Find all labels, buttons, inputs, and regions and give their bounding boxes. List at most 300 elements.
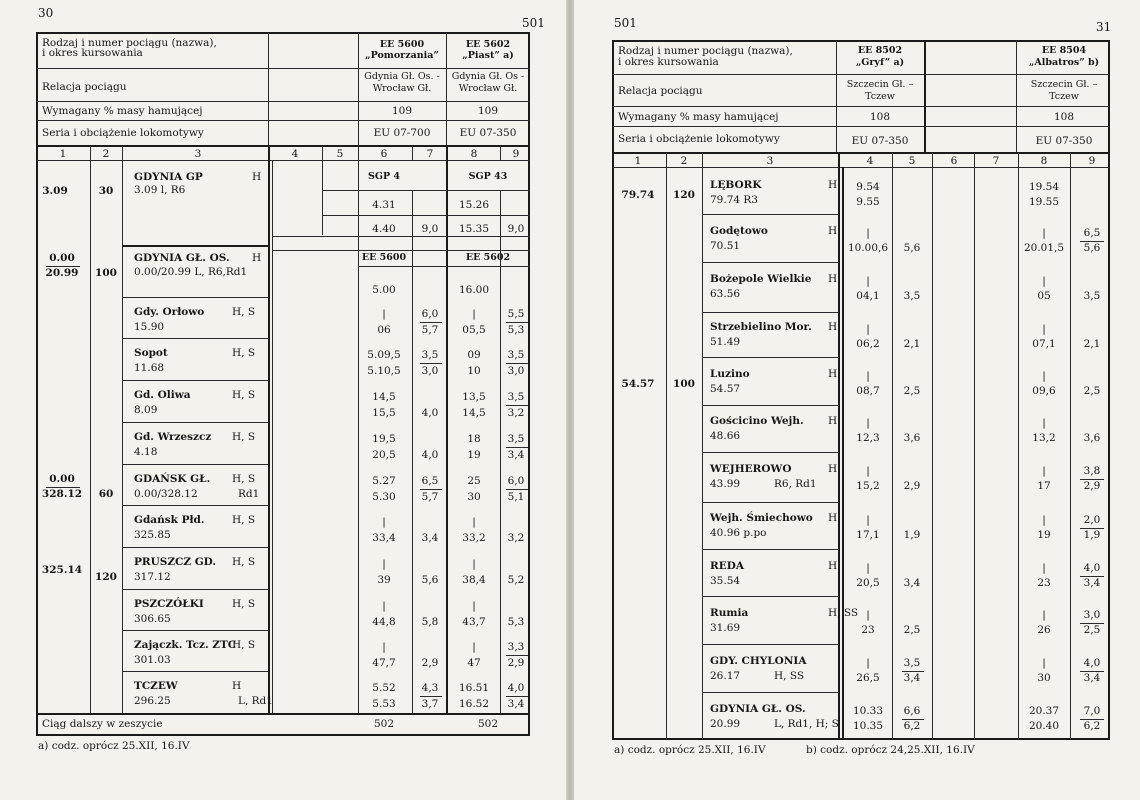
station-code: H, S xyxy=(232,347,256,359)
station-km: 15.90 xyxy=(134,321,165,333)
station-name: Bożepole Wielkie xyxy=(710,273,812,285)
run-time: 6,6 xyxy=(903,705,921,717)
run-time: 3,4 xyxy=(1083,577,1101,589)
run-time: 6,5 xyxy=(1083,227,1101,239)
column-number: 7 xyxy=(426,148,434,160)
station-km: 43.99 xyxy=(710,478,741,490)
column-number: 7 xyxy=(992,155,1000,167)
time: 18 xyxy=(467,433,481,445)
time: 15.26 xyxy=(458,199,490,211)
column-number: 5 xyxy=(336,148,344,160)
run-time: 5,6 xyxy=(421,574,439,586)
station-km: 8.09 xyxy=(134,404,158,416)
time: 47 xyxy=(467,657,481,669)
time: 4.40 xyxy=(372,223,396,235)
station-code: H xyxy=(828,512,838,524)
run-time: 5,7 xyxy=(421,491,439,503)
run-time: 3,5 xyxy=(421,349,439,361)
run-time: 4,0 xyxy=(507,682,525,694)
time: | xyxy=(472,516,476,528)
time: | xyxy=(472,558,476,570)
locomotive-series: EU 07-700 xyxy=(373,127,431,139)
run-time: 3,0 xyxy=(421,365,439,377)
station-km: 11.68 xyxy=(134,362,165,374)
run-time: 5,6 xyxy=(903,242,921,254)
time: 23 xyxy=(861,624,875,636)
time: 38,4 xyxy=(462,574,486,586)
run-time: 5,1 xyxy=(507,491,525,503)
time: 13,2 xyxy=(1032,432,1056,444)
station-km: 40.96 p.po xyxy=(710,527,767,539)
train-name: „Piast” a) xyxy=(462,50,514,61)
time: 14,5 xyxy=(462,407,486,419)
train-route: Wrocław Gł. xyxy=(458,83,518,94)
train-number: EE 5602 xyxy=(465,39,511,50)
time: | xyxy=(1042,275,1046,287)
run-time: 9,0 xyxy=(421,223,439,235)
distance-km: 0.00 xyxy=(49,252,75,264)
time: 16.52 xyxy=(458,698,490,710)
station-km: 63.56 xyxy=(710,288,741,300)
time: | xyxy=(1042,227,1046,239)
station-code: H, SS xyxy=(774,670,805,682)
time: 19.55 xyxy=(1028,196,1060,208)
run-time: 3,5 xyxy=(903,657,921,669)
run-time: 6,0 xyxy=(421,308,439,320)
station-km: 26.17 xyxy=(710,670,741,682)
station-code: H xyxy=(828,560,838,572)
station-code: H xyxy=(828,368,838,380)
train-period-label: i okres kursowania xyxy=(618,56,719,68)
run-time: 3,7 xyxy=(421,698,439,710)
time: | xyxy=(866,609,870,621)
train-number: EE 5600 xyxy=(379,39,425,50)
run-time: 3,4 xyxy=(903,577,921,589)
page-number: 31 xyxy=(1096,20,1112,34)
time: | xyxy=(1042,562,1046,574)
time: 14,5 xyxy=(372,391,396,403)
run-time: 1,9 xyxy=(903,529,921,541)
train-route: Szczecin Gł. – xyxy=(846,79,914,90)
time: 26 xyxy=(1037,624,1051,636)
time: 5.53 xyxy=(372,698,396,710)
train-period-label: i okres kursowania xyxy=(42,47,143,59)
time: | xyxy=(866,514,870,526)
time: 07,1 xyxy=(1032,338,1056,350)
time: 5.30 xyxy=(372,491,396,503)
run-time: 4,3 xyxy=(421,682,439,694)
time: 05,5 xyxy=(462,324,486,336)
time: | xyxy=(866,417,870,429)
run-time: 3,2 xyxy=(507,532,525,544)
time: 06 xyxy=(377,324,391,336)
station-km: 317.12 xyxy=(134,571,171,583)
train-route: Tczew xyxy=(865,91,895,102)
station-code: R6, Rd1 xyxy=(774,478,817,490)
speed-limit: 60 xyxy=(98,488,114,500)
page-number: 30 xyxy=(38,6,54,20)
time: 20.40 xyxy=(1028,720,1060,732)
station-name: GDAŃSK GŁ. xyxy=(134,473,211,485)
distance-km: 325.14 xyxy=(41,564,83,576)
station-name: Zajączk. Tcz. ZTC xyxy=(134,639,237,651)
station-code: H xyxy=(828,225,838,237)
station-km: 20.99 xyxy=(710,718,741,730)
brake-percent: 108 xyxy=(869,111,891,123)
time: 26,5 xyxy=(856,672,880,684)
speed-limit: 120 xyxy=(673,189,695,201)
run-time: 2,5 xyxy=(1083,385,1101,397)
train-number: EE 8504 xyxy=(1041,45,1087,56)
station-name: Rumia xyxy=(710,607,749,619)
time: 25 xyxy=(467,475,481,487)
time: 15,2 xyxy=(856,480,880,492)
speed-limit: 120 xyxy=(95,571,117,583)
time: 44,8 xyxy=(372,616,396,628)
train-number: EE 8502 xyxy=(857,45,903,56)
brake-percent: 108 xyxy=(1053,111,1075,123)
time: 5.27 xyxy=(372,475,396,487)
run-time: 3,4 xyxy=(421,532,439,544)
station-code: H xyxy=(232,680,242,692)
run-time: 7,0 xyxy=(1083,705,1101,717)
station-code: H, S xyxy=(232,389,256,401)
brake-percent: 109 xyxy=(477,105,499,117)
time: 15.35 xyxy=(458,223,490,235)
run-time: 4,0 xyxy=(1083,562,1101,574)
time: 17,1 xyxy=(856,529,880,541)
run-time: 3,5 xyxy=(507,391,525,403)
time: 10.33 xyxy=(852,705,884,717)
time: | xyxy=(1042,465,1046,477)
station-code: L, Rd1, H; S xyxy=(774,718,839,730)
station-name: Godętowo xyxy=(710,225,768,237)
station-km: 0.00/328.12 xyxy=(134,488,198,500)
time: 33,4 xyxy=(372,532,396,544)
stock-label: SGP 43 xyxy=(468,171,508,182)
run-time: 1,9 xyxy=(1083,529,1101,541)
time: 19 xyxy=(467,449,481,461)
run-time: 6,2 xyxy=(903,720,921,732)
distance-km: 328.12 xyxy=(41,488,83,500)
time: | xyxy=(1042,323,1046,335)
run-time: 2,1 xyxy=(1083,338,1101,350)
time: 05 xyxy=(1037,290,1051,302)
column-number: 1 xyxy=(59,148,67,160)
station-name: GDY. CHYLONIA xyxy=(710,655,807,667)
run-time: 4,0 xyxy=(1083,657,1101,669)
column-number: 9 xyxy=(512,148,520,160)
train-type-label: Rodzaj i numer pociągu (nazwa), xyxy=(42,37,217,49)
train-name: „Albatros” b) xyxy=(1028,57,1100,68)
column-number: 3 xyxy=(766,155,774,167)
train-route: Wrocław Gł. xyxy=(372,83,432,94)
distance-km: 0.00 xyxy=(49,473,75,485)
time: 39 xyxy=(377,574,391,586)
run-time: 5,3 xyxy=(507,616,525,628)
time: | xyxy=(1042,657,1046,669)
station-name: Gdańsk Płd. xyxy=(134,514,205,526)
train-label: EE 5602 xyxy=(465,252,511,263)
run-time: 5,2 xyxy=(507,574,525,586)
column-number: 2 xyxy=(680,155,688,167)
station-code: H xyxy=(252,171,262,183)
time: 5.09,5 xyxy=(367,349,401,361)
run-time: 4,0 xyxy=(421,449,439,461)
time: 12,3 xyxy=(856,432,880,444)
time: 20.37 xyxy=(1028,705,1060,717)
time: | xyxy=(866,657,870,669)
station-km: 54.57 xyxy=(710,383,741,395)
time: 30 xyxy=(467,491,481,503)
distance-km: 79.74 xyxy=(621,189,655,201)
station-code: H xyxy=(828,415,838,427)
train-type-label: Rodzaj i numer pociągu (nazwa), xyxy=(618,45,793,57)
run-time: 3,0 xyxy=(507,365,525,377)
station-code: H xyxy=(828,321,838,333)
distance-km: 20.99 xyxy=(45,267,79,279)
time: 09 xyxy=(467,349,481,361)
column-number: 9 xyxy=(1088,155,1096,167)
run-time: 6,5 xyxy=(421,475,439,487)
time: | xyxy=(866,275,870,287)
train-route: Tczew xyxy=(1049,91,1079,102)
run-time: 3,2 xyxy=(507,407,525,419)
station-km: 0.00/20.99 L, R6,Rd1 xyxy=(134,266,248,278)
time: 19,5 xyxy=(372,433,396,445)
time: | xyxy=(382,600,386,612)
left-page xyxy=(0,0,566,800)
time: | xyxy=(472,600,476,612)
station-km: 70.51 xyxy=(710,240,741,252)
station-km: 306.65 xyxy=(134,613,171,625)
station-km: 79.74 R3 xyxy=(710,194,758,206)
station-code: H, S xyxy=(232,639,256,651)
time: 16.51 xyxy=(458,682,490,694)
locomotive-series: EU 07-350 xyxy=(851,135,909,147)
station-code: H, S xyxy=(232,306,256,318)
time: 20,5 xyxy=(856,577,880,589)
column-number: 8 xyxy=(1040,155,1048,167)
time: 4.31 xyxy=(372,199,396,211)
column-number: 8 xyxy=(470,148,478,160)
run-time: 9,0 xyxy=(507,223,525,235)
run-time: 3,5 xyxy=(507,349,525,361)
time: | xyxy=(1042,370,1046,382)
run-time: 3,5 xyxy=(507,433,525,445)
station-km: 4.18 xyxy=(134,446,158,458)
station-name: LĘBORK xyxy=(710,179,762,191)
footnote: a) codz. oprócz 25.XII, 16.IV xyxy=(38,740,190,752)
time: 9.55 xyxy=(856,196,880,208)
stock-label: SGP 4 xyxy=(367,171,401,182)
station-km: 35.54 xyxy=(710,575,741,587)
station-name: Gd. Oliwa xyxy=(134,389,191,401)
station-km: 48.66 xyxy=(710,430,741,442)
run-time: 5,5 xyxy=(507,308,525,320)
station-km: 51.49 xyxy=(710,336,741,348)
distance-km: 54.57 xyxy=(621,378,655,390)
run-time: 3,0 xyxy=(1083,609,1101,621)
run-time: 2,0 xyxy=(1083,514,1101,526)
time: | xyxy=(382,516,386,528)
time: 23 xyxy=(1037,577,1051,589)
run-time: 5,7 xyxy=(421,324,439,336)
time: | xyxy=(866,562,870,574)
time: 33,2 xyxy=(462,532,486,544)
column-number: 2 xyxy=(102,148,110,160)
column-number: 4 xyxy=(291,148,299,160)
station-code: H xyxy=(828,179,838,191)
continuation-page: 502 xyxy=(373,718,395,730)
time: 5.00 xyxy=(372,284,396,296)
station-code: H xyxy=(252,252,262,264)
station-code: H xyxy=(828,463,838,475)
speed-limit: 100 xyxy=(673,378,695,390)
run-time: 3,5 xyxy=(903,290,921,302)
time: | xyxy=(472,641,476,653)
station-name: TCZEW xyxy=(134,680,178,692)
train-name: „Gryf” a) xyxy=(855,57,905,68)
route-label: Relacja pociągu xyxy=(42,81,127,93)
station-km: 325.85 xyxy=(134,529,171,541)
time: 43,7 xyxy=(462,616,486,628)
time: | xyxy=(382,558,386,570)
run-time: 4,0 xyxy=(421,407,439,419)
time: | xyxy=(866,370,870,382)
time: | xyxy=(866,465,870,477)
brake-label: Wymagany % masy hamującej xyxy=(42,105,203,117)
run-time: 2,5 xyxy=(903,385,921,397)
station-code: H, S xyxy=(232,598,256,610)
time: 04,1 xyxy=(856,290,880,302)
station-code: L, Rd1 xyxy=(238,695,273,707)
station-code: H, S xyxy=(232,514,256,526)
time: 15,5 xyxy=(372,407,396,419)
time: 20.01,5 xyxy=(1023,242,1065,254)
locomotive-series: EU 07-350 xyxy=(1035,135,1093,147)
run-time: 3,3 xyxy=(507,641,525,653)
run-time: 3,4 xyxy=(1083,672,1101,684)
run-time: 3,4 xyxy=(507,449,525,461)
run-time: 3,8 xyxy=(1083,465,1101,477)
station-code: H, S xyxy=(232,556,256,568)
locomotive-series: EU 07-350 xyxy=(459,127,517,139)
time: | xyxy=(472,308,476,320)
continuation-page: 502 xyxy=(477,718,499,730)
time: 17 xyxy=(1037,480,1051,492)
time: | xyxy=(866,227,870,239)
footnote: b) codz. oprócz 24,25.XII, 16.IV xyxy=(806,744,975,756)
right-page xyxy=(574,0,1140,800)
run-time: 2,1 xyxy=(903,338,921,350)
station-name: GDYNIA GŁ. OS. xyxy=(710,703,806,715)
run-time: 6,2 xyxy=(1083,720,1101,732)
run-time: 3,6 xyxy=(1083,432,1101,444)
train-label: EE 5600 xyxy=(361,252,407,263)
time: 20,5 xyxy=(372,449,396,461)
station-km: 3.09 l, R6 xyxy=(134,184,186,196)
time: 9.54 xyxy=(856,181,880,193)
time: 30 xyxy=(1037,672,1051,684)
time: 06,2 xyxy=(856,338,880,350)
train-name: „Pomorzania” xyxy=(365,50,439,61)
train-route: Szczecin Gł. – xyxy=(1030,79,1098,90)
run-time: 2,5 xyxy=(1083,624,1101,636)
station-name: PRUSZCZ GD. xyxy=(134,556,217,568)
run-time: 2,9 xyxy=(421,657,439,669)
station-name: GDYNIA GŁ. OS. xyxy=(134,252,230,264)
run-time: 3,5 xyxy=(1083,290,1101,302)
run-time: 5,8 xyxy=(421,616,439,628)
time: 5.10,5 xyxy=(367,365,401,377)
station-code: H xyxy=(828,273,838,285)
station-name: WEJHEROWO xyxy=(710,463,792,475)
speed-limit: 100 xyxy=(95,267,117,279)
station-code: H, S xyxy=(232,473,256,485)
run-time: 3,4 xyxy=(903,672,921,684)
time: 19.54 xyxy=(1028,181,1060,193)
run-time: 2,9 xyxy=(903,480,921,492)
station-name: Sopot xyxy=(134,347,168,359)
time: 09,6 xyxy=(1032,385,1056,397)
run-time: 3,4 xyxy=(507,698,525,710)
station-km: 296.25 xyxy=(134,695,171,707)
speed-limit: 30 xyxy=(98,185,114,197)
station-name: Gdy. Orłowo xyxy=(134,306,205,318)
distance-km: 3.09 xyxy=(42,185,68,197)
time: 10.00,6 xyxy=(847,242,889,254)
chapter-reference: 501 xyxy=(614,16,637,30)
column-number: 6 xyxy=(380,148,388,160)
column-number: 4 xyxy=(866,155,874,167)
train-route: Gdynia Gł. Os. - xyxy=(364,71,440,82)
time: 10 xyxy=(467,365,481,377)
station-code: H, SS xyxy=(828,607,859,619)
column-number: 6 xyxy=(950,155,958,167)
time: 10.35 xyxy=(852,720,884,732)
time: 08,7 xyxy=(856,385,880,397)
station-code: H, S xyxy=(232,431,256,443)
time: | xyxy=(382,308,386,320)
time: 16.00 xyxy=(458,284,490,296)
time: 47,7 xyxy=(372,657,396,669)
station-code: Rd1 xyxy=(238,488,260,500)
route-label: Relacja pociągu xyxy=(618,85,703,97)
station-km: 301.03 xyxy=(134,654,171,666)
run-time: 5,6 xyxy=(1083,242,1101,254)
time: | xyxy=(1042,514,1046,526)
station-name: Luzino xyxy=(710,368,750,380)
time: 13,5 xyxy=(462,391,486,403)
run-time: 6,0 xyxy=(507,475,525,487)
station-name: Wejh. Śmiechowo xyxy=(710,512,813,524)
locomotive-label: Seria i obciążenie lokomotywy xyxy=(618,133,780,145)
run-time: 2,9 xyxy=(1083,480,1101,492)
brake-percent: 109 xyxy=(391,105,413,117)
time: 19 xyxy=(1037,529,1051,541)
footnote: a) codz. oprócz 25.XII, 16.IV xyxy=(614,744,766,756)
column-number: 3 xyxy=(194,148,202,160)
run-time: 3,6 xyxy=(903,432,921,444)
time: | xyxy=(382,641,386,653)
run-time: 2,9 xyxy=(507,657,525,669)
time: | xyxy=(1042,417,1046,429)
locomotive-label: Seria i obciążenie lokomotywy xyxy=(42,127,204,139)
time: | xyxy=(1042,609,1046,621)
continuation-label: Ciąg dalszy w zeszycie xyxy=(42,718,163,730)
station-name: REDA xyxy=(710,560,744,572)
